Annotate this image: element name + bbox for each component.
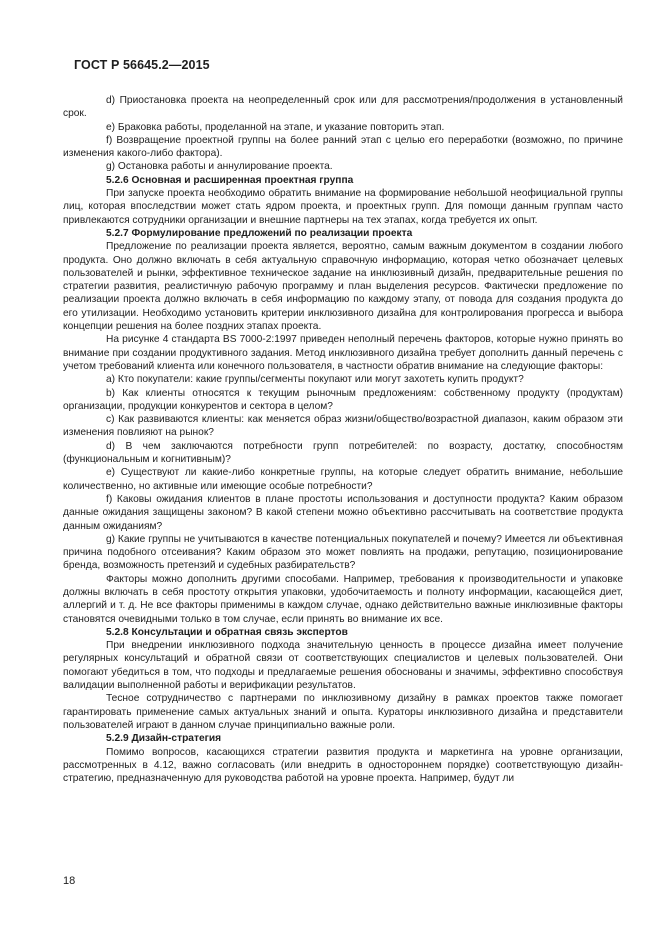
paragraph: e) Существуют ли какие-либо конкретные группы, на которые следует обратить внимание, небольшие количественно, но активные или имеющие особые потребности? xyxy=(63,467,623,492)
paragraph: a) Кто покупатели: какие группы/сегменты покупают или могут захотеть купить продукт? xyxy=(106,374,524,386)
paragraph: g) Остановка работы и аннулирование проекта. xyxy=(106,161,333,173)
page-number: 18 xyxy=(63,875,76,887)
document-body xyxy=(63,94,623,785)
paragraph: На рисунке 4 стандарта BS 7000-2:1997 приведен неполный перечень факторов, которые нужно принять во внимание при создании продуктивного задания. Метод инклюзивного дизайна требует дополнить данный перечень с учетом требований клиента или конечного пользователя, в частности обратив внимание на следующие факторы: xyxy=(63,334,623,372)
paragraph: При внедрении инклюзивного подхода значительную ценность в процессе дизайна имеет получение регулярных консультаций и обратной связи от соответствующих специалистов и целевых пользователей. Они помогают убедиться в том, что подходы и предлагаемые решения обоснованы и значимы, эффективно способствуя валидации выполненной работы и верификации результатов. xyxy=(63,640,623,692)
paragraph: Предложение по реализации проекта является, вероятно, самым важным документом в создании любого продукта. Оно должно включать в себя актуальную справочную информацию, которая четко обозначает целевых пользователей и рынки, эффективное техническое задание на инклюзивный дизайн, предварительные решения по стратегии развития, реалистичную рабочую программу и план выделения ресурсов. Фактически предложение по реализации проекта должно включать в себя информацию по каждому этапу, от повода для создания продукта до его утилизации. Необходимо установить критерии инклюзивного дизайна для контролирования прогресса и выбора концепции решения на более поздних этапах проекта. xyxy=(63,241,623,333)
section-heading: 5.2.8 Консультации и обратная связь экспертов xyxy=(106,626,348,638)
paragraph: d) В чем заключаются потребности групп потребителей: по возрасту, достатку, способностям (функциональным и когнитивным)? xyxy=(63,440,623,466)
document-header: ГОСТ Р 56645.2—2015 xyxy=(74,58,210,72)
paragraph: Факторы можно дополнить другими способами. Например, требования к производительности и упаковке должны включать в себя простоту открытия упаковки, удобочитаемость и полноту информации, касающейся диет, аллергий и т. д. Не все факторы применимы в каждом случае, однако действительно важные инклюзивные факторы становятся очевидными только в том случае, если принять во внимание их все. xyxy=(63,573,623,625)
section-heading: 5.2.7 Формулирование предложений по реализации проекта xyxy=(106,227,413,239)
paragraph: f) Каковы ожидания клиентов в плане простоты использования и доступности продукта? Каким образом данные ожидания защищены законом? В какой степени можно объективно рассчитывать на соответствие продукта данным ожиданиям? xyxy=(63,493,623,532)
section-heading: 5.2.9 Дизайн-стратегия xyxy=(106,733,222,745)
paragraph: f) Возвращение проектной группы на более ранний этап с целью его переработки (возможно, по причине изменения какого-либо фактора). xyxy=(63,134,623,160)
paragraph: Тесное сотрудничество с партнерами по инклюзивному дизайну в рамках проектов также помогает гарантировать применение самых актуальных знаний и опыта. Кураторы инклюзивного дизайна и представители пользователей играют в данном случае принципиально важные роли. xyxy=(63,693,623,731)
paragraph: b) Как клиенты относятся к текущим рыночным предложениям: собственному продукту (продуктам) организации, продукции конкурентов и сектора в целом? xyxy=(63,387,623,412)
paragraph: При запуске проекта необходимо обратить внимание на формирование небольшой неофициальной группы лиц, которая впоследствии может стать ядром проекта, и проектных групп. Для помощи данным группам часто привлекаются сотрудники организации и внешние партнеры на тех этапах, когда требуется их опыт. xyxy=(63,188,623,226)
paragraph: Помимо вопросов, касающихся стратегии развития продукта и маркетинга на уровне организации, рассмотренных в 4.12, важно согласовать (или внедрить в одностороннем порядке) соответствующую дизайн-стратегию, предназначенную для руководства работой на уровне проекта. Например, будут ли xyxy=(63,746,623,785)
paragraph: g) Какие группы не учитываются в качестве потенциальных покупателей и почему? Имеется ли объективная причина подобного отсеивания? Каким образом это может повлиять на продажи, репутацию, позиционирование бренда, возможность претензий и судебных разбирательств? xyxy=(63,533,623,572)
paragraph: d) Приостановка проекта на неопределенный срок или для рассмотрения/продолжения в установленный срок. xyxy=(63,95,623,120)
section-heading: 5.2.6 Основная и расширенная проектная группа xyxy=(106,174,354,186)
paragraph: e) Браковка работы, проделанной на этапе, и указание повторить этап. xyxy=(106,121,445,133)
paragraph: c) Как развиваются клиенты: как меняется образ жизни/общество/возрастной диапазон, каким образом эти изменения повлияют на рынок? xyxy=(63,414,623,439)
